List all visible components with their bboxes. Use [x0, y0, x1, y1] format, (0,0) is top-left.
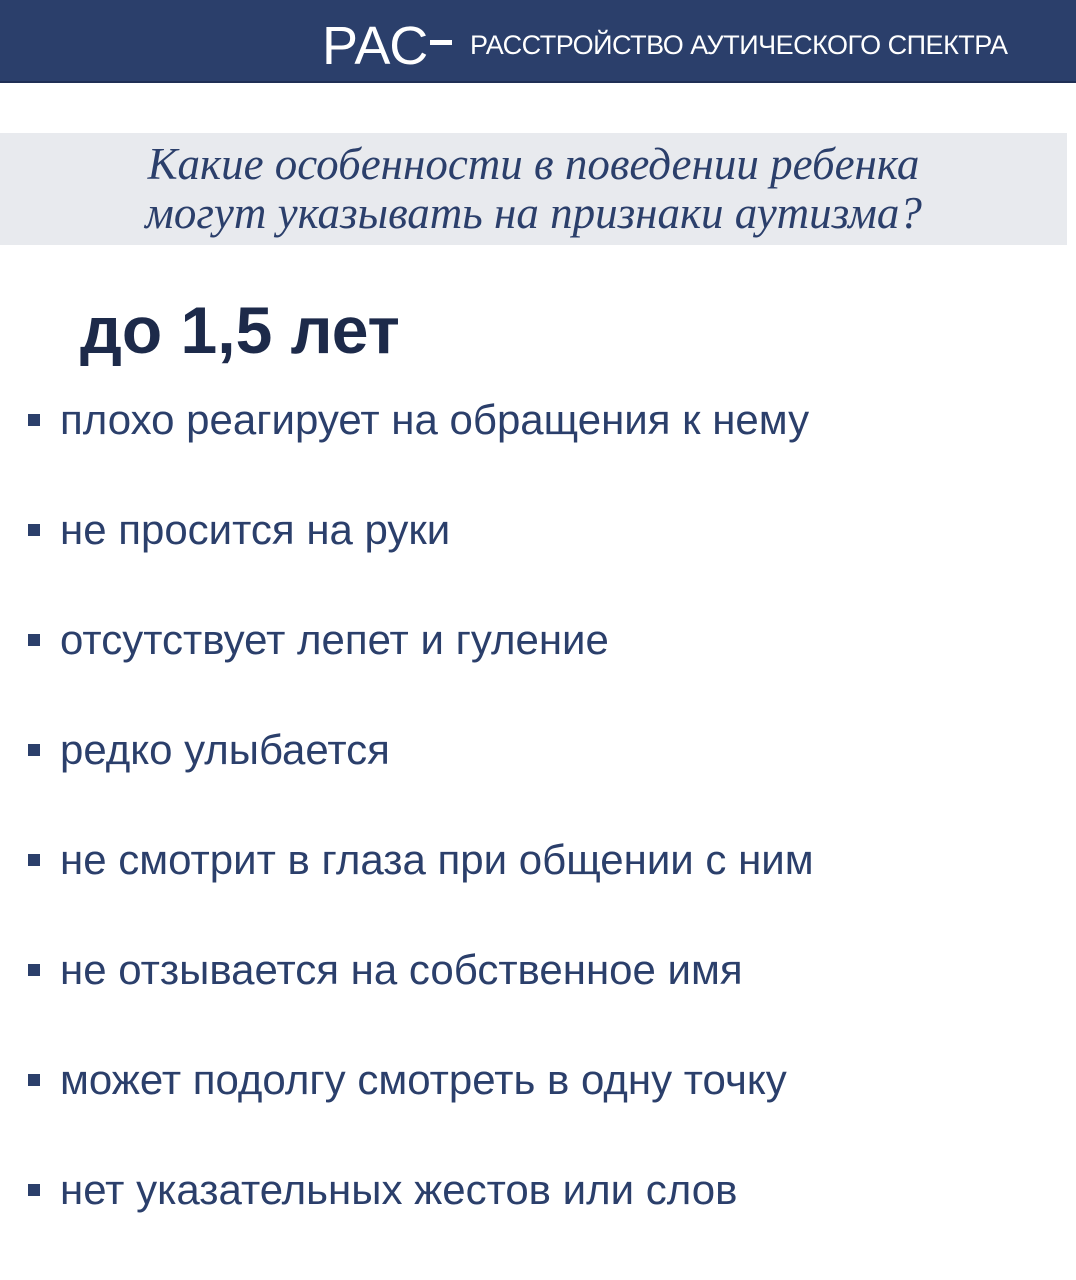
list-item: [0, 830, 1076, 890]
header-full-title: РАССТРОЙСТВО АУТИЧЕСКОГО СПЕКТРА: [470, 30, 1008, 60]
bullet-square-icon: [28, 964, 40, 976]
sign-text: редко улыбается: [60, 726, 390, 773]
question-line-1: Какие особенности в поведении ребенка: [147, 139, 920, 189]
bullet-square-icon: [28, 1184, 40, 1196]
header-abbreviation: РАС: [322, 16, 429, 76]
bullet-square-icon: [28, 524, 40, 536]
list-item: [0, 610, 1076, 670]
sign-text: не просится на руки: [60, 506, 451, 553]
bullet-square-icon: [28, 744, 40, 756]
list-item: [0, 1160, 1076, 1220]
sign-text: отсутствует лепет и гуление: [60, 616, 609, 663]
list-item: [0, 940, 1076, 1000]
list-item: [0, 720, 1076, 780]
bullet-square-icon: [28, 414, 40, 426]
sign-text: не отзывается на собственное имя: [60, 946, 743, 993]
sign-text: нет указательных жестов или слов: [60, 1166, 738, 1213]
question-line-2: могут указывать на признаки аутизма?: [145, 188, 922, 238]
sign-text: может подолгу смотреть в одну точку: [60, 1056, 787, 1103]
list-item: [0, 1050, 1076, 1110]
sign-text: плохо реагирует на обращения к нему: [60, 396, 810, 443]
sign-text: не смотрит в глаза при общении с ним: [60, 836, 814, 883]
list-item: [0, 500, 1076, 560]
list-item: [0, 390, 1076, 450]
age-group-heading: до 1,5 лет: [80, 293, 400, 367]
bullet-square-icon: [28, 1074, 40, 1086]
bullet-square-icon: [28, 634, 40, 646]
bullet-square-icon: [28, 854, 40, 866]
